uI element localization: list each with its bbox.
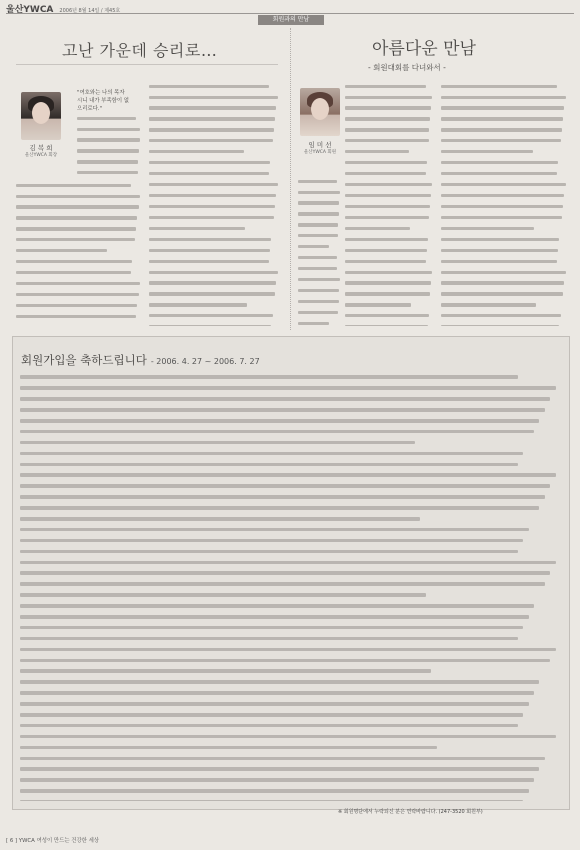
left-author-role: 울산YWCA 회장 [24,153,58,158]
text-line [16,184,141,192]
text-line [16,293,141,301]
text-line [20,408,561,417]
text-line [20,375,561,384]
text-line [149,194,279,202]
text-line [441,128,567,136]
text-line [77,138,141,146]
text-line [345,303,433,311]
text-line [345,161,433,169]
issue-date: 2006년 8월 14일 / 제45호 [59,8,121,14]
text-line [149,205,279,213]
text-line [16,315,141,323]
text-line [149,117,279,125]
text-line [345,281,433,289]
text-line [298,245,340,253]
author-photo-right [300,88,340,136]
text-line [441,227,567,235]
text-line [441,292,567,300]
text-line [149,85,279,93]
text-line [345,249,433,257]
text-line [345,128,433,136]
right-author-name: 임 미 선 [308,141,332,149]
text-line [345,96,433,104]
text-line [149,281,279,289]
text-line [441,85,567,93]
left-body-col1-top [77,114,141,174]
text-line [20,669,561,678]
text-line [20,484,561,493]
right-headline: 아름다운 만남 [372,39,476,59]
text-line [20,637,561,646]
text-line [149,238,279,246]
text-line [16,238,141,246]
right-body-col0 [298,177,340,326]
text-line [20,767,561,776]
quote-line: "여호와는 나의 목자 [77,90,125,96]
text-line [20,626,561,635]
text-line [345,172,433,180]
text-line [20,463,561,472]
text-line [298,289,340,297]
left-body-col2 [149,82,279,326]
new-members-period: - 2006. 4. 27 ~ 2006. 7. 27 [150,357,260,366]
text-line [20,506,561,515]
left-quote [77,89,129,113]
text-line [441,106,567,114]
text-line [149,106,279,114]
text-line [20,571,561,580]
text-line [345,271,433,279]
text-line [345,314,433,322]
text-line [20,561,561,570]
quote-line: 으리로다." [77,106,103,113]
text-line [345,150,433,158]
text-line [441,260,567,268]
text-line [149,139,279,147]
text-line [20,452,561,461]
text-line [20,473,561,482]
right-body-col2 [441,82,567,326]
text-line [345,205,433,213]
text-line [16,260,141,268]
left-headline-rule [16,64,278,65]
text-line [345,227,433,235]
text-line [149,96,279,104]
text-line [20,593,561,602]
text-line [77,171,141,174]
ywca-logo: 울산YWCA [6,5,54,15]
new-members-heading: 회원가입을 축하드립니다 [21,353,147,367]
text-line [20,757,561,766]
text-line [77,149,141,157]
text-line [149,271,279,279]
text-line [20,419,561,428]
text-line [298,300,340,308]
text-line [149,183,279,191]
text-line [149,172,279,180]
text-line [20,691,561,700]
text-line [441,172,567,180]
text-line [149,249,279,257]
text-line [20,441,561,450]
text-line [345,194,433,202]
text-line [20,528,561,537]
text-line [298,180,340,188]
text-line [16,304,141,312]
text-line [441,303,567,311]
text-line [20,386,561,395]
text-line [149,161,279,169]
text-line [441,117,567,125]
text-line [16,205,141,213]
left-body-col1 [16,181,141,326]
text-line [441,271,567,279]
text-line [16,249,141,257]
new-members-title [21,352,260,368]
text-line [77,117,141,125]
text-line [20,397,561,406]
text-line [441,205,567,213]
text-line [149,227,279,235]
text-line [345,106,433,114]
text-line [149,314,279,322]
text-line [345,216,433,224]
left-headline: 고난 가운데 승리로… [62,41,218,60]
text-line [149,216,279,224]
text-line [77,160,141,168]
author-photo-left [21,92,61,140]
text-line [441,183,567,191]
contact-note: ※ 회원명단에서 누락되신 분은 연락바랍니다. (247-3520 회원부) [338,809,483,815]
left-byline [17,143,65,158]
text-line [441,96,567,104]
text-line [298,278,340,286]
text-line [20,735,561,744]
text-line [20,517,561,526]
text-line [20,789,561,798]
text-line [298,267,340,275]
right-author-role: 울산YWCA 회원 [303,150,337,155]
text-line [20,604,561,613]
text-line [441,139,567,147]
text-line [20,430,561,439]
left-author-name: 김 복 희 [29,144,53,152]
text-line [298,311,340,319]
text-line [441,194,567,202]
text-line [16,271,141,279]
text-line [16,195,141,203]
section-tab: 회원과의 만남 [258,15,324,25]
text-line [149,128,279,136]
right-subheadline: - 회원대회를 다녀와서 - [368,63,446,72]
right-body-col1 [345,82,433,326]
text-line [441,314,567,322]
text-line [298,191,340,199]
member-name-list [20,373,561,801]
text-line [20,702,561,711]
text-line [345,117,433,125]
text-line [345,183,433,191]
text-line [441,150,567,158]
text-line [441,238,567,246]
text-line [441,249,567,257]
quote-line: 시니 내가 부족함이 없 [77,98,130,105]
text-line [149,292,279,300]
text-line [16,216,141,224]
text-line [20,724,561,733]
text-line [20,778,561,787]
text-line [20,648,561,657]
text-line [77,128,141,136]
text-line [441,216,567,224]
text-line [20,539,561,548]
text-line [298,201,340,209]
text-line [149,260,279,268]
text-line [20,800,561,801]
text-line [345,85,433,93]
header-rule [6,13,574,14]
text-line [149,325,279,326]
right-byline [296,140,344,155]
text-line [16,227,141,235]
text-line [20,615,561,624]
text-line [20,746,561,755]
text-line [345,238,433,246]
text-line [298,322,340,326]
text-line [345,260,433,268]
text-line [441,161,567,169]
text-line [20,713,561,722]
text-line [441,325,567,326]
page-footer: [ 6 ] YWCA 여성이 만드는 건강한 세상 [6,838,99,844]
text-line [149,150,279,158]
text-line [298,256,340,264]
text-line [345,139,433,147]
text-line [20,659,561,668]
text-line [345,325,433,326]
text-line [345,292,433,300]
text-line [298,223,340,231]
text-line [149,303,279,311]
text-line [441,281,567,289]
text-line [298,234,340,242]
text-line [298,212,340,220]
text-line [20,550,561,559]
text-line [16,282,141,290]
text-line [20,582,561,591]
text-line [20,680,561,689]
text-line [20,495,561,504]
column-divider [290,28,291,330]
